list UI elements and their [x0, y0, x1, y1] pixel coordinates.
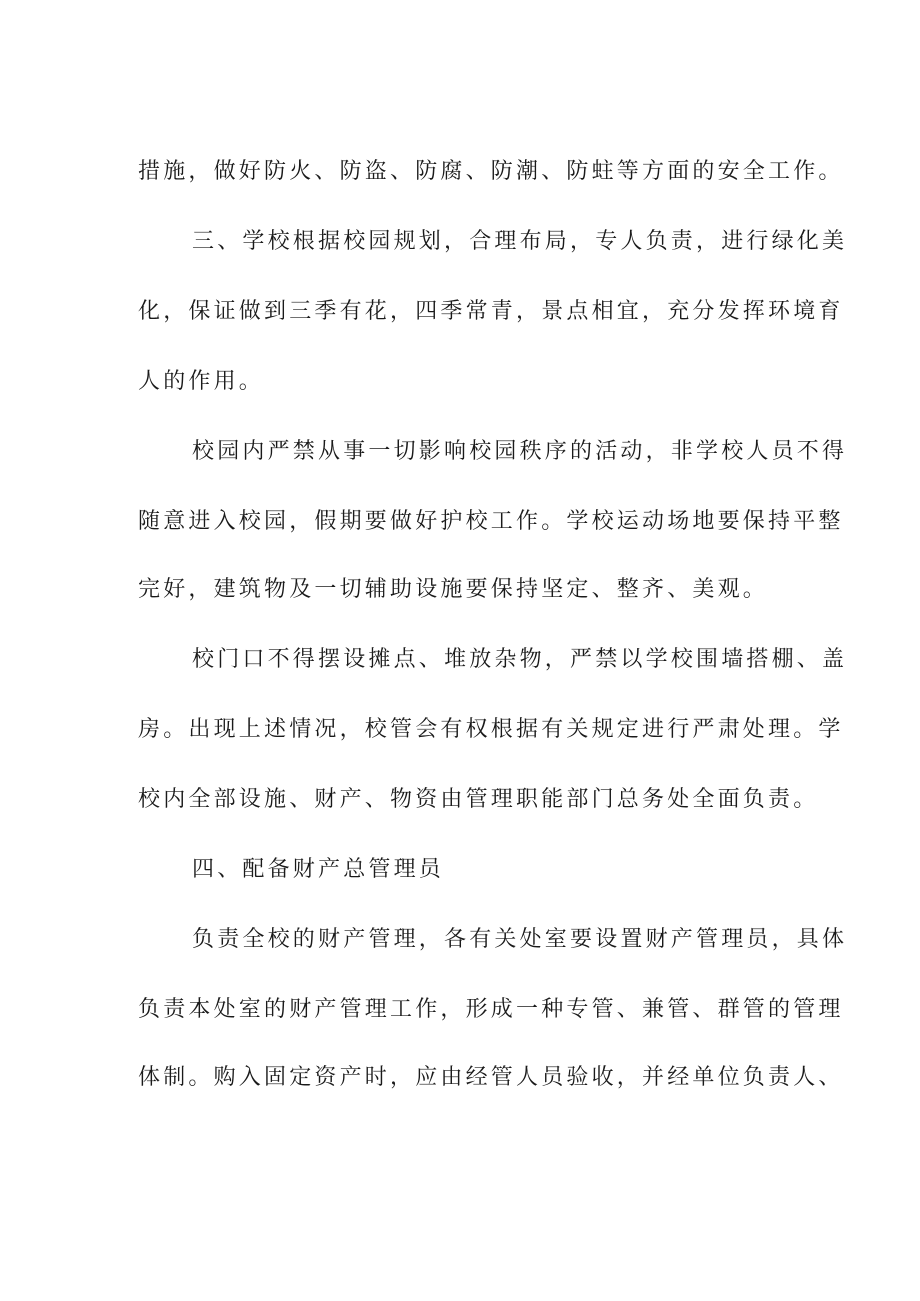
section-heading: 四、配备财产总管理员: [192, 857, 445, 882]
text-line: 体制。购入固定资产时，应由经管人员验收，并经单位负责人、: [138, 1065, 844, 1090]
text-line: 人的作用。: [138, 369, 265, 394]
text-line: 负责本处室的财产管理工作，形成一种专管、兼管、群管的管理: [138, 997, 844, 1022]
text-line: 措施，做好防火、防盗、防腐、防潮、防蛀等方面的安全工作。: [138, 159, 844, 184]
text-line: 随意进入校园，假期要做好护校工作。学校运动场地要保持平整: [138, 509, 844, 534]
paragraph-start: 校门口不得摆设摊点、堆放杂物，严禁以学校围墙搭棚、盖: [192, 647, 848, 672]
paragraph-start: 负责全校的财产管理，各有关处室要设置财产管理员，具体: [192, 927, 848, 952]
text-line: 房。出现上述情况，校管会有权根据有关规定进行严肃处理。学: [138, 717, 844, 742]
text-line: 化，保证做到三季有花，四季常青，景点相宜，充分发挥环境育: [138, 299, 844, 324]
section-heading: 三、学校根据校园规划，合理布局，专人负责，进行绿化美: [192, 229, 848, 254]
text-line: 校内全部设施、财产、物资由管理职能部门总务处全面负责。: [138, 787, 819, 812]
paragraph-start: 校园内严禁从事一切影响校园秩序的活动，非学校人员不得: [192, 439, 848, 464]
text-line: 完好，建筑物及一切辅助设施要保持坚定、整齐、美观。: [138, 577, 769, 602]
